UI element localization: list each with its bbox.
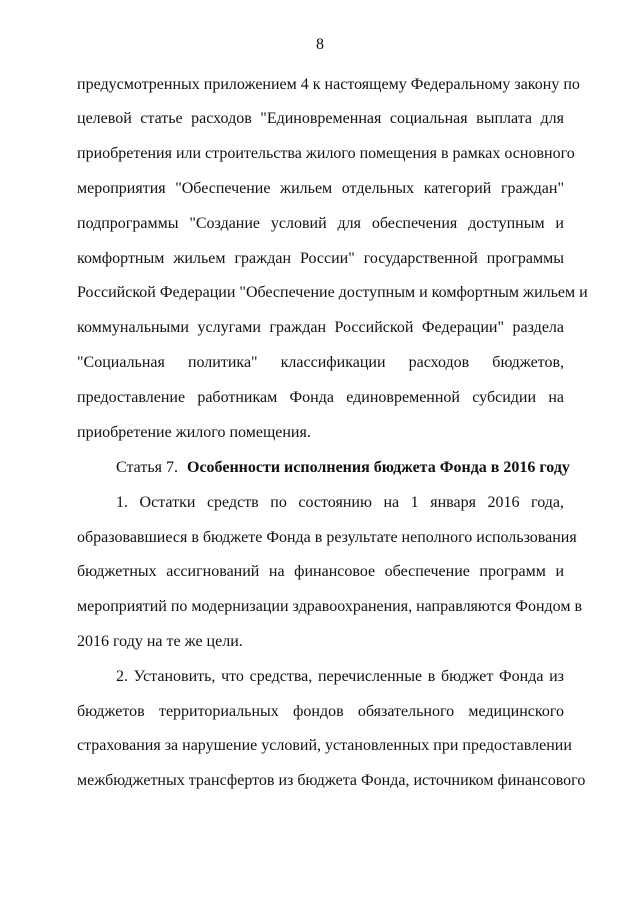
- text-line: целевой статье расходов "Единовременная социальная выплата для: [77, 110, 564, 127]
- text-line: комфортным жильем граждан России" государственной программы: [77, 250, 564, 267]
- text-line: приобретение жилого помещения.: [77, 424, 311, 441]
- text-line: подпрограммы "Создание условий для обеспечения доступным и: [77, 215, 564, 232]
- paragraph-2-line: 2. Установить, что средства, перечисленные в бюджет Фонда из: [116, 668, 564, 685]
- paragraph-1-line: образовавшиеся в бюджете Фонда в результате неполного использования: [77, 529, 577, 546]
- page-number: 8: [316, 36, 324, 53]
- paragraph-1-line: мероприятий по модернизации здравоохранения, направляются Фондом в: [77, 598, 583, 615]
- paragraph-2-line: страхования за нарушение условий, установленных при предоставлении: [77, 737, 572, 754]
- paragraph-1-line: бюджетных ассигнований на финансовое обеспечение программ и: [77, 563, 564, 580]
- text-line: Российской Федерации "Обеспечение доступным и комфортным жильем и: [77, 284, 588, 301]
- paragraph-2-line: бюджетов территориальных фондов обязательного медицинского: [77, 703, 564, 720]
- text-line: мероприятия "Обеспечение жильем отдельных категорий граждан": [77, 180, 564, 197]
- article-title: Особенности исполнения бюджета Фонда в 2016 году: [187, 459, 570, 476]
- paragraph-1-line: 2016 году на те же цели.: [77, 633, 243, 650]
- paragraph-2-line: межбюджетных трансфертов из бюджета Фонда, источником финансового: [77, 772, 586, 789]
- text-line: "Социальная политика" классификации расходов бюджетов,: [77, 354, 564, 371]
- text-line: коммунальными услугами граждан Российской Федерации" раздела: [77, 319, 564, 336]
- paragraph-1-line: 1. Остатки средств по состоянию на 1 января 2016 года,: [116, 494, 564, 511]
- text-line: предусмотренных приложением 4 к настоящему Федеральному закону по: [77, 76, 580, 93]
- article-number: Статья 7.: [116, 459, 178, 476]
- text-line: приобретения или строительства жилого помещения в рамках основного: [77, 145, 575, 162]
- text-line: предоставление работникам Фонда единовременной субсидии на: [77, 389, 564, 406]
- article-heading: [116, 458, 570, 478]
